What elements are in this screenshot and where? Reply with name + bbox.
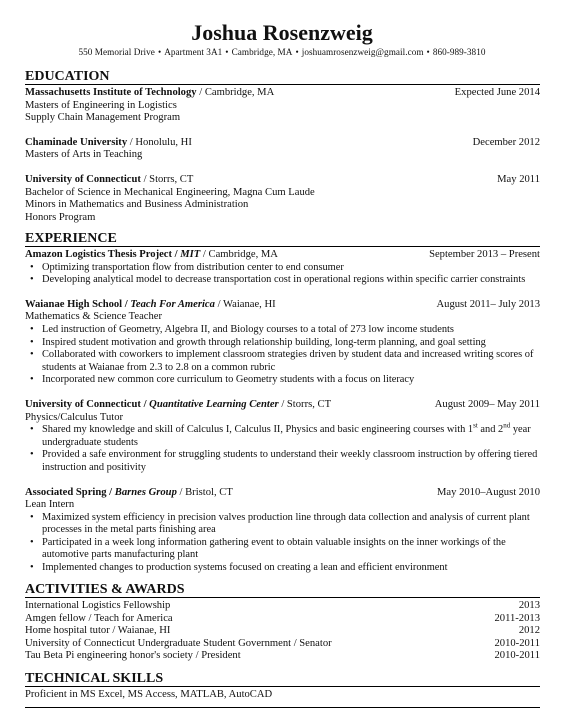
education-section (25, 69, 540, 224)
contact-city: Cambridge, MA (231, 47, 293, 57)
school-name: University of Connecticut (25, 173, 141, 185)
role-title: Mathematics & Science Teacher (25, 311, 163, 323)
education-entry-header (25, 87, 540, 100)
separator: • (225, 47, 229, 57)
contact-line (0, 46, 564, 58)
education-entry-header (25, 137, 540, 150)
education-detail: Masters of Engineering in Logistics (25, 99, 177, 111)
bullet-item: • Provided a safe environment for struggling students to understand their weekly classroom instruction by offering tiered instruction and positivity (25, 449, 540, 474)
section-title-activities: ACTIVITIES & AWARDS (25, 582, 540, 598)
school-location: / Honolulu, HI (127, 136, 192, 148)
role-title: Physics/Calculus Tutor (25, 411, 124, 423)
school-name: Massachusetts Institute of Technology (25, 87, 197, 98)
education-detail: Bachelor of Science in Mechanical Engineering, Magna Cum Laude (25, 186, 315, 198)
contact-address: 550 Memorial Drive (78, 47, 155, 57)
experience-entry-header (25, 299, 540, 312)
experience-date: August 2009– May 2011 (434, 398, 540, 410)
bullet-item: • Participated in a week long information gathering event to obtain valuable insights on the inner workings of the automotive parts manufacturing plant (25, 537, 540, 562)
bullet-item: • Led instruction of Geometry, Algebra II, and Biology courses to a total of 273 low income students (25, 324, 540, 337)
bottom-rule (25, 707, 540, 708)
org-location: / Bristol, CT (176, 486, 233, 498)
activity-item: Home hospital tutor / Waianae, HI 2012 (25, 625, 540, 637)
experience-section (25, 231, 540, 575)
org-location: / Storrs, CT (278, 398, 332, 410)
education-date: May 2011 (497, 173, 540, 185)
activity-item: International Logistics Fellowship 2013 (25, 600, 540, 611)
bullet-item: • Shared my knowledge and skill of Calculus I, Calculus II, Physics and basic engineering courses with 1st and 2nd year undergraduate students (25, 424, 540, 449)
experience-date: September 2013 – Present (429, 249, 540, 260)
separator: • (426, 47, 430, 57)
experience-date: August 2011– July 2013 (436, 298, 540, 310)
bullet-item: • Maximized system efficiency in precision valves production line through data collection and analysis of current plant processes in the metal parts finishing area (25, 512, 540, 537)
org-location: / Cambridge, MA (200, 249, 278, 260)
education-detail: Minors in Mathematics and Business Administration (25, 199, 249, 211)
bullet-item: • Inspired student motivation and growth through relationship building, long-term planning, and goal setting (25, 337, 540, 350)
contact-email[interactable]: joshuamrosenzweig@gmail.com (301, 47, 424, 57)
bullet-list (25, 421, 540, 474)
org-sub: Quantitative Learning Center (149, 398, 279, 410)
experience-entry-header (25, 487, 540, 500)
activity-item: Tau Beta Pi engineering honor's society / President 2010-2011 (25, 650, 540, 662)
education-detail: Masters of Arts in Teaching (25, 149, 143, 161)
skills-section (25, 671, 540, 702)
skills-text: Proficient in MS Excel, MS Access, MATLAB, AutoCAD (25, 689, 273, 700)
education-detail: Honors Program (25, 211, 96, 223)
bullet-item: • Collaborated with coworkers to implement classroom strategies driven by student data and increased writing scores of students at Waianae from 2.3 to 2.8 on a common rubric (25, 349, 540, 374)
section-title-education: EDUCATION (25, 69, 540, 85)
education-entry-header (25, 174, 540, 187)
resume-name: Joshua Rosenzweig (191, 20, 373, 45)
org-name: Associated Spring / (25, 486, 115, 498)
school-location: / Cambridge, MA (196, 87, 275, 98)
org-sub: Teach For America (130, 298, 215, 310)
separator: • (157, 47, 162, 57)
education-detail: Supply Chain Management Program (25, 112, 181, 124)
bullet-list (25, 324, 540, 387)
contact-phone: 860-989-3810 (432, 47, 486, 57)
org-name: University of Connecticut / (25, 398, 150, 410)
school-name: Chaminade University (25, 136, 128, 148)
section-title-experience: EXPERIENCE (25, 231, 540, 247)
bullet-item: • Incorporated new common core curriculum to Geometry students with a focus on literacy (25, 374, 540, 387)
experience-entry-header (25, 249, 540, 262)
role-title: Lean Intern (25, 499, 75, 511)
experience-date: May 2010–August 2010 (437, 486, 540, 498)
experience-entry-header (25, 399, 540, 412)
contact-apartment: Apartment 3A1 (164, 47, 223, 57)
bullet-list (25, 262, 540, 287)
bullet-list (25, 512, 540, 575)
activity-item: University of Connecticut Undergraduate Student Government / Senator 2010-2011 (25, 637, 540, 649)
org-location: / Waianae, HI (214, 298, 276, 310)
separator: • (295, 47, 299, 57)
org-sub: Barnes Group (114, 486, 177, 498)
section-title-skills: TECHNICAL SKILLS (25, 671, 540, 687)
education-date: Expected June 2014 (454, 87, 540, 98)
org-name: Waianae High School / (25, 298, 131, 310)
org-name: Amazon Logistics Thesis Project / (25, 249, 181, 260)
activities-section (25, 582, 540, 663)
bullet-item: • Implemented changes to production systems focused on creating a lean and efficient environment (25, 562, 540, 575)
bullet-item: • Optimizing transportation flow from distribution center to end consumer (25, 262, 540, 275)
org-sub: MIT (180, 249, 201, 260)
activity-item: Amgen fellow / Teach for America 2011-2013 (25, 612, 540, 624)
school-location: / Storrs, CT (140, 173, 194, 185)
bullet-item: • Developing analytical model to decrease transportation cost in operational regions within specific carrier constraints (25, 274, 540, 287)
education-date: December 2012 (472, 136, 540, 148)
